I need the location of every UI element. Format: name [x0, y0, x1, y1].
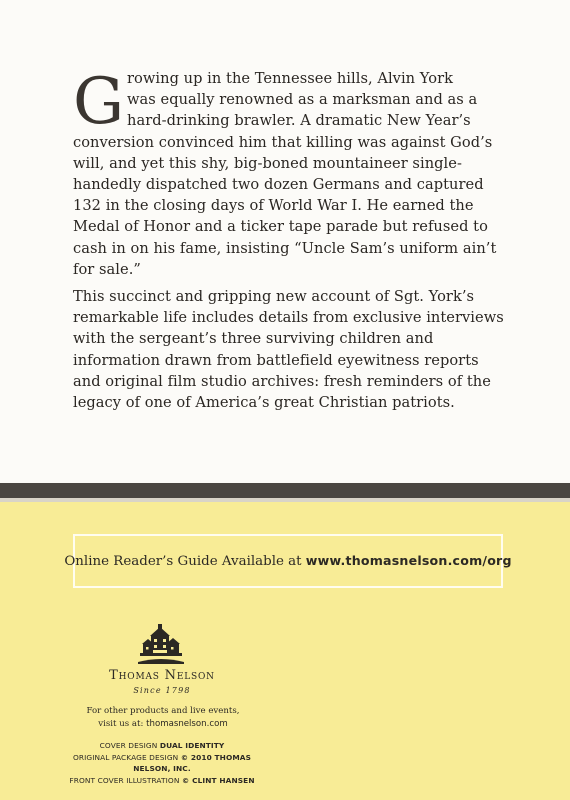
- text-line: for sale.”: [73, 260, 141, 278]
- credits: [60, 740, 264, 786]
- description-paragraph-2: [73, 286, 513, 413]
- more-info: [73, 705, 253, 730]
- text-line: 132 in the closing days of World War I. He earned the: [73, 197, 474, 215]
- text-line: handedly dispatched two dozen Germans and captured: [73, 176, 484, 194]
- text-line: was equally renowned as a marksman and as a: [127, 91, 478, 109]
- text-line: with the sergeant’s three surviving children and: [73, 330, 434, 348]
- publisher-url[interactable]: thomasnelson.com: [146, 718, 228, 729]
- credit-value: DUAL IDENTITY: [159, 741, 225, 750]
- publisher-since: Since 1798: [133, 686, 191, 695]
- text-line: conversion convinced him that killing was against God’s: [73, 133, 493, 151]
- more-info-line-1: For other products and live events,: [86, 706, 240, 716]
- more-info-line-2: [73, 718, 253, 731]
- credit-label: FRONT COVER ILLUSTRATION: [69, 775, 182, 785]
- text-line: information drawn from battlefield eyewitness reports: [73, 351, 479, 369]
- text-line: rowing up in the Tennessee hills, Alvin York: [127, 70, 453, 87]
- house-logo-icon: [136, 622, 186, 666]
- credit-label: ORIGINAL PACKAGE DESIGN: [72, 752, 181, 762]
- text-line: hard-drinking brawler. A dramatic New Year’s: [127, 112, 471, 130]
- credit-line: [60, 740, 264, 752]
- readers-guide-url[interactable]: www.thomasnelson.com/org: [305, 553, 512, 568]
- readers-guide-text: [64, 553, 511, 569]
- divider-band-dark: [0, 483, 570, 498]
- readers-guide-label: Online Reader’s Guide Available at: [64, 554, 306, 569]
- readers-guide-box: [64, 534, 512, 588]
- text-line: and original film studio archives: fresh reminders of the: [73, 372, 491, 390]
- credit-value: © CLINT HANSEN: [181, 775, 255, 785]
- credit-line: [60, 752, 264, 775]
- text-line: cash in on his fame, insisting “Uncle Sam’s uniform ain’t: [73, 239, 497, 257]
- credit-label: COVER DESIGN: [99, 741, 160, 750]
- text-line: will, and yet this shy, big-boned mountaineer single-: [73, 154, 462, 172]
- credit-line: [60, 775, 264, 787]
- text-line: Medal of Honor and a ticker tape parade but refused to: [73, 218, 488, 236]
- more-info-prefix: visit us at:: [98, 718, 147, 729]
- text-line: This succinct and gripping new account of Sgt. York’s: [73, 288, 475, 305]
- text-line: legacy of one of America’s great Christian patriots.: [73, 394, 455, 412]
- credit-value: © 2010 THOMAS NELSON, INC.: [133, 752, 252, 773]
- publisher-name: Thomas Nelson: [109, 668, 215, 683]
- text-line: remarkable life includes details from exclusive interviews: [73, 309, 504, 327]
- description-paragraph-1: [73, 65, 513, 280]
- drop-cap: G: [73, 65, 125, 139]
